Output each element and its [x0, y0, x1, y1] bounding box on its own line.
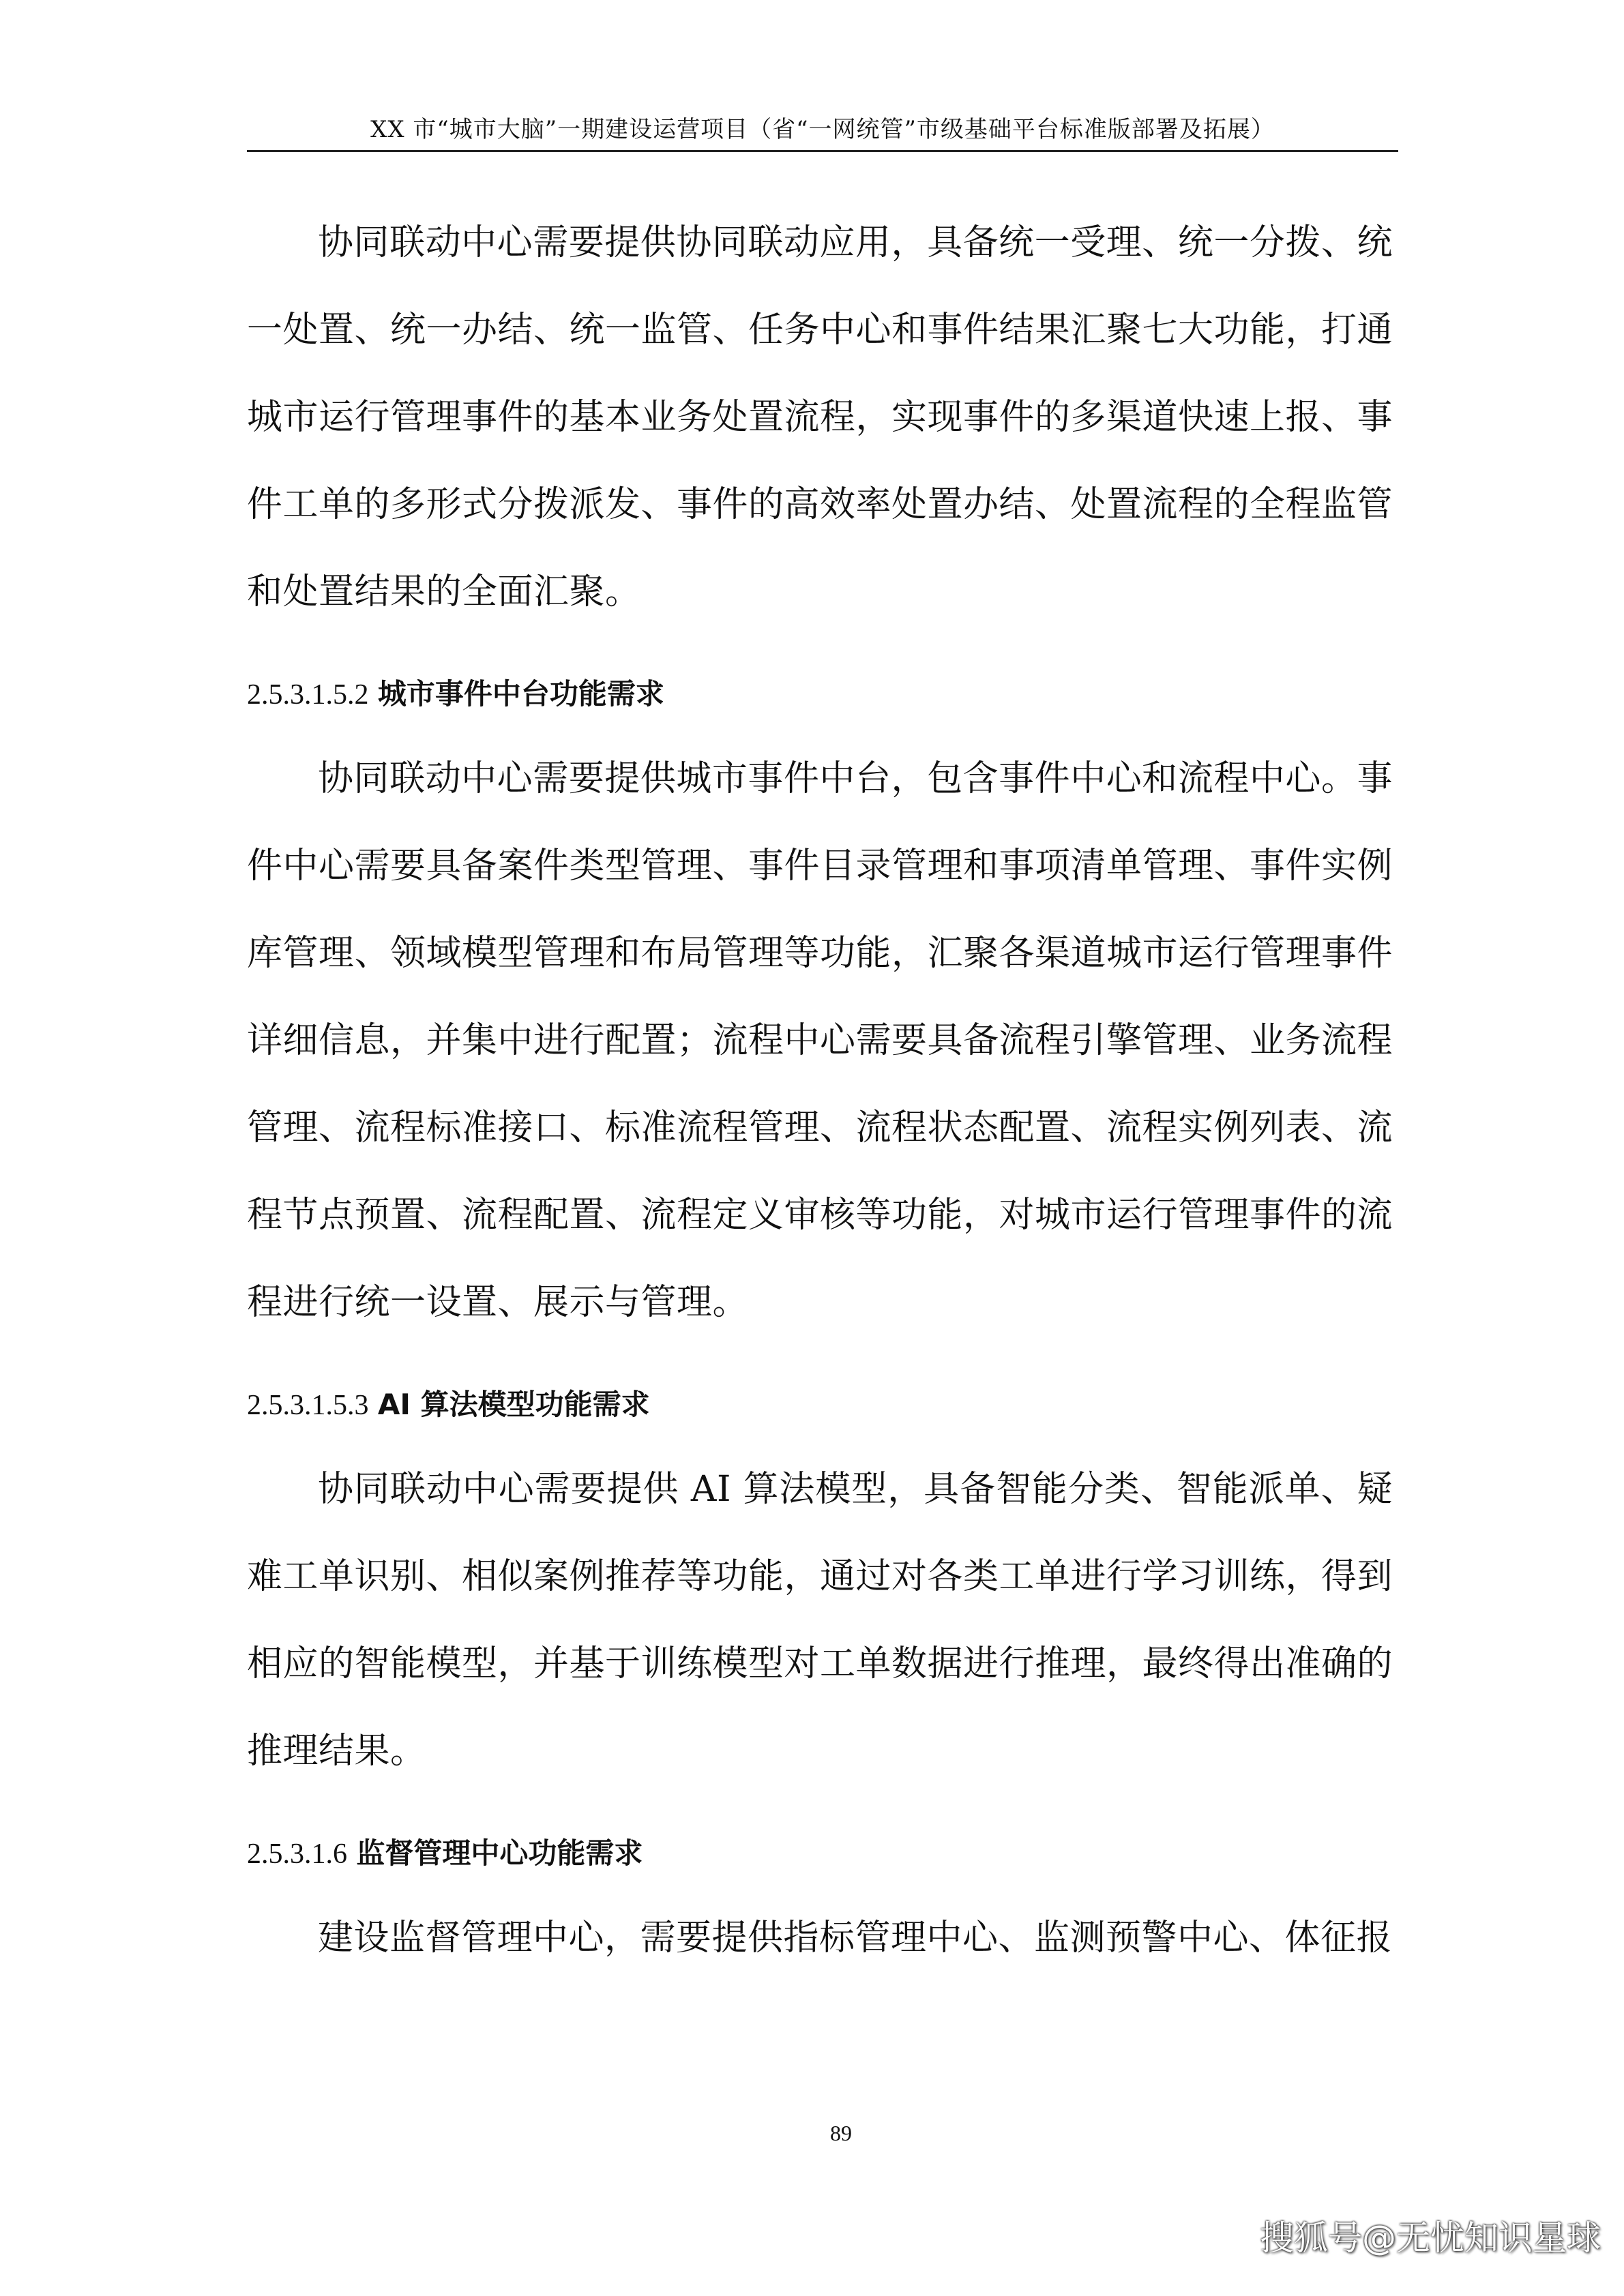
section-number: 2.5.3.1.6: [247, 1838, 347, 1870]
paragraph-collaboration-app: 协同联动中心需要提供协同联动应用，具备统一受理、统一分拨、统一处置、统一办结、统一监管、任务中心和事件结果汇聚七大功能，打通城市运行管理事件的基本业务处置流程，实现事件的多渠道快速上报、事件工单的多形式分拨派发、事件的高效率处置办结、处置流程的全程监管和处置结果的全面汇聚。: [247, 222, 1393, 612]
section-title: 城市事件中台功能需求: [377, 677, 664, 711]
section-title: AI 算法模型功能需求: [377, 1388, 650, 1421]
paragraph-ai-model: 协同联动中心需要提供 AI 算法模型，具备智能分类、智能派单、疑难工单识别、相似案例推荐等功能，通过对各类工单进行学习训练，得到相应的智能模型，并基于训练模型对工单数据进行推理，最终得出准确的推理结果。: [247, 1469, 1393, 1772]
section-number: 2.5.3.1.5.3: [247, 1390, 369, 1421]
section-title: 监督管理中心功能需求: [356, 1836, 643, 1870]
paragraph-supervision-center: 建设监督管理中心，需要提供指标管理中心、监测预警中心、体征报: [318, 1918, 1393, 1958]
document-body: [247, 199, 1393, 1982]
section-heading-supervision-center: [247, 1813, 1393, 1894]
paragraph-event-platform: 协同联动中心需要提供城市事件中台，包含事件中心和流程中心。事件中心需要具备案件类型管理、事件目录管理和事项清单管理、事件实例库管理、领域模型管理和布局管理等功能，汇聚各渠道城市运行管理事件详细信息，并集中进行配置；流程中心需要具备流程引擎管理、业务流程管理、流程标准接口、标准流程管理、流程状态配置、流程实例列表、流程节点预置、流程配置、流程定义审核等功能，对城市运行管理事件的流程进行统一设置、展示与管理。: [247, 758, 1393, 1323]
header-rule: [247, 150, 1398, 152]
section-heading-ai-model: [247, 1364, 1393, 1446]
section-number: 2.5.3.1.5.2: [247, 679, 369, 711]
watermark-text: 搜狐号@无忧知识星球: [1260, 2218, 1601, 2258]
page-number: 89: [830, 2121, 852, 2145]
running-header: XX 市“城市大脑”一期建设运营项目（省“一网统管”市级基础平台标准版部署及拓展）: [370, 116, 1275, 143]
section-heading-event-platform: [247, 653, 1393, 735]
